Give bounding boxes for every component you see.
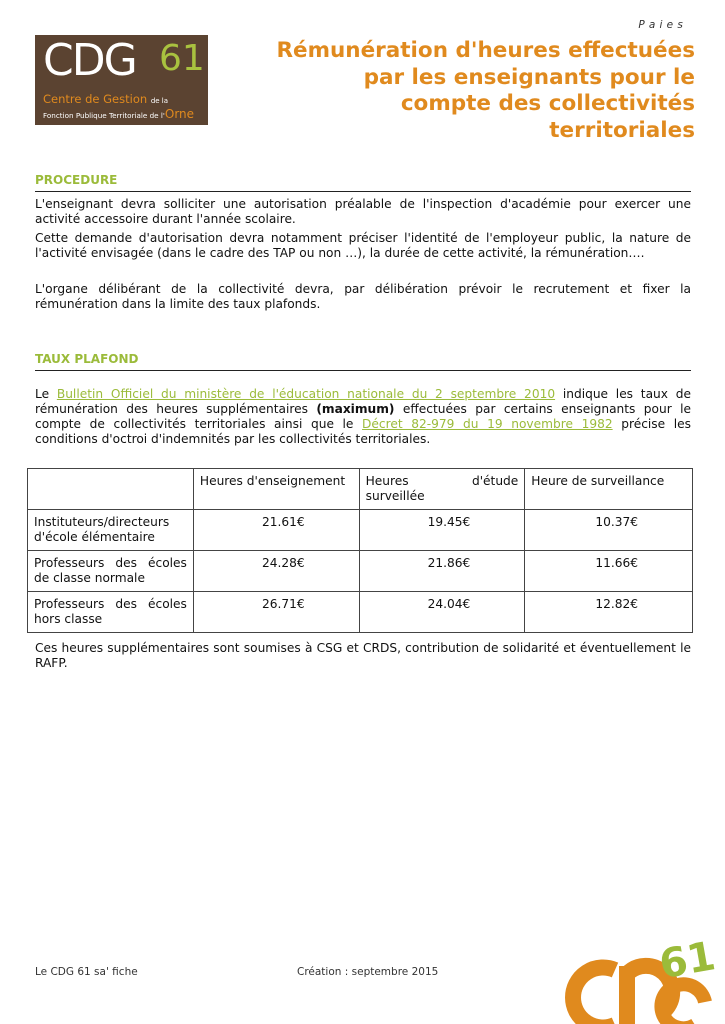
svg-text:61: 61: [656, 933, 719, 989]
procedure-paragraph-3: L'organe délibérant de la collectivité devra, par délibération prévoir le recrutement et fixer la rémunération dans la limite des taux plafonds.: [35, 282, 691, 311]
table-header-enseignement: Heures d'enseignement: [193, 469, 359, 510]
rate-cell: 19.45€: [359, 510, 525, 551]
rate-cell: 21.86€: [359, 551, 525, 592]
cdg61-logo: [35, 35, 208, 125]
rate-cell: 10.37€: [525, 510, 693, 551]
table-header-row: [28, 469, 693, 510]
footer-logo-graphic: [545, 930, 725, 1024]
table-row: [28, 551, 693, 592]
rate-cell: 24.04€: [359, 592, 525, 633]
decret-link[interactable]: Décret 82-979 du 19 novembre 1982: [362, 417, 613, 431]
rate-cell: 21.61€: [193, 510, 359, 551]
category-label: Paies: [638, 19, 687, 31]
rate-cell: 11.66€: [525, 551, 693, 592]
bulletin-officiel-link[interactable]: Bulletin Officiel du ministère de l'éducation nationale du 2 septembre 2010: [56, 387, 556, 401]
logo-letters: CDG: [43, 35, 136, 86]
table-header-etude: Heures d'étude surveillée: [359, 469, 525, 510]
rate-cell: 12.82€: [525, 592, 693, 633]
procedure-heading: PROCEDURE: [35, 173, 691, 192]
taux-plafond-heading: TAUX PLAFOND: [35, 352, 691, 371]
footer-series: Le CDG 61 sa' fiche: [35, 966, 138, 978]
table-header-surveillance: Heure de surveillance: [525, 469, 693, 510]
page-title: Rémunération d'heures effectuées par les enseignants pour le compte des collectivités territoriales: [276, 38, 695, 143]
maximum-emphasis: (maximum): [316, 402, 395, 416]
procedure-paragraph-2: Cette demande d'autorisation devra notamment préciser l'identité de l'employeur public, la nature de l'activité envisagée (dans le cadre des TAP ou non …), la durée de cette activité, la rémunération….: [35, 231, 691, 260]
footer-creation-date: Création : septembre 2015: [297, 966, 439, 978]
taux-paragraph: Le Bulletin Officiel du ministère de l'éducation nationale du 2 septembre 2010 indique les taux de rémunération des heures supplémentaires (maximum) effectuées par certains enseignants pour le compte de collectivités territoriales ainsi que le Décret 82-979 du 19 novembre 1982 précise les conditions d'octroi d'indemnités par les collectivités territoriales.: [35, 387, 691, 446]
footer-cdg-logo: [545, 930, 725, 1024]
rate-cell: 26.71€: [193, 592, 359, 633]
row-label: Professeurs des écoles hors classe: [28, 592, 194, 633]
contribution-note: Ces heures supplémentaires sont soumises à CSG et CRDS, contribution de solidarité et éventuellement le RAFP.: [35, 641, 691, 670]
logo-line-2: Fonction Publique Territoriale de l'Orne: [43, 107, 195, 121]
row-label: Professeurs des écoles de classe normale: [28, 551, 194, 592]
table-row: [28, 592, 693, 633]
rate-cell: 24.28€: [193, 551, 359, 592]
row-label: Instituteurs/directeurs d'école élémentaire: [28, 510, 194, 551]
rates-table: [27, 468, 693, 633]
table-header-empty: [28, 469, 194, 510]
logo-number: 61: [159, 38, 205, 79]
table-row: [28, 510, 693, 551]
procedure-paragraph-1: L'enseignant devra solliciter une autorisation préalable de l'inspection d'académie pour exercer une activité accessoire durant l'année scolaire.: [35, 197, 691, 226]
logo-line-1: Centre de Gestion de la: [43, 92, 169, 106]
